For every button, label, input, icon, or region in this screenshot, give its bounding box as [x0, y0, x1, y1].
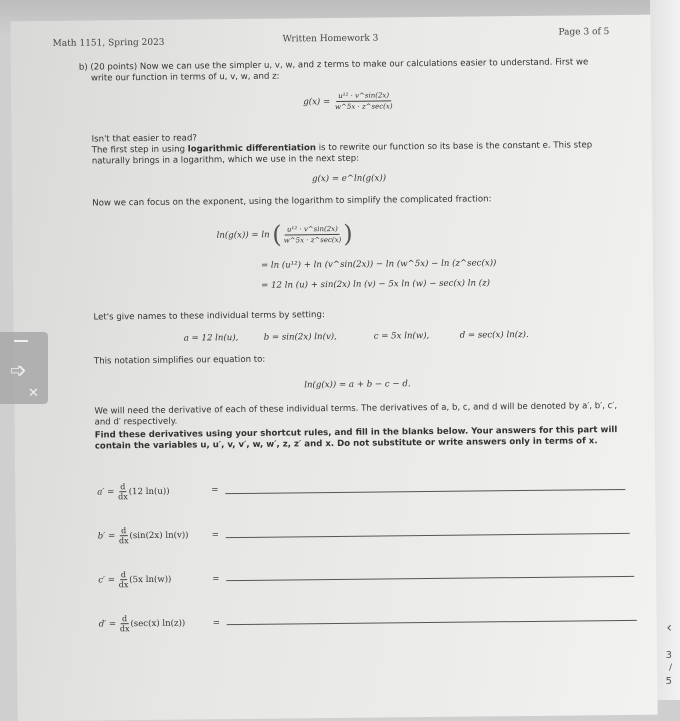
blank-b-row	[98, 526, 189, 546]
easier-text-c: is to rewrite our function so its base is the constant e. This step	[315, 140, 593, 154]
blank-a-expr: (12 ln(u))	[128, 486, 170, 498]
part-points: (20 points)	[90, 62, 138, 73]
log-numerator: u¹² · v^sin(2x)	[285, 224, 340, 235]
derivative-operator	[118, 482, 128, 501]
blank-c-row	[98, 570, 171, 590]
g-fraction-equation	[303, 91, 394, 111]
derivative-operator	[119, 526, 129, 545]
log-line3: = 12 ln (u) + sin(2x) ln (v) − 5x ln (w) − sec(x) ln (z)	[261, 278, 491, 291]
derivative-operator	[120, 614, 130, 633]
deriv-line2: and d′ respectively.	[94, 416, 178, 428]
blank-c-equals: =	[212, 574, 220, 585]
collapse-arrow-icon[interactable]: ➩	[10, 358, 27, 382]
blank-b-equals: =	[211, 530, 220, 541]
blank-d-row	[99, 614, 186, 634]
instructions-line2: contain the variables u, u′, v, v′, w, w′, z, z′ and x. Do not substitute or write answers only in terms of x.	[94, 436, 598, 452]
left-paren: (	[272, 220, 282, 249]
def-a: a = 12 ln(u),	[183, 332, 239, 344]
blank-d-expr: (sec(x) ln(z))	[130, 618, 186, 630]
blank-a-equals: =	[211, 485, 219, 496]
blank-a-lhs: a′ =	[97, 487, 115, 498]
g-denominator: w^5x · z^sec(x)	[334, 102, 393, 111]
page-current: 3	[665, 650, 672, 661]
page-separator: /	[668, 663, 672, 673]
def-c: c = 5x ln(w),	[373, 331, 430, 342]
worksheet-page	[10, 15, 657, 721]
blank-a-row	[97, 482, 169, 502]
exp-equation: g(x) = e^ln(g(x))	[311, 173, 387, 185]
page-total: 5	[665, 676, 672, 687]
def-d: d = sec(x) ln(z).	[459, 329, 529, 341]
d-den: dx	[118, 580, 129, 590]
blank-d-equals: =	[212, 618, 220, 629]
d-den: dx	[118, 492, 128, 502]
g-lhs: g(x) =	[303, 97, 331, 108]
g-fraction	[335, 91, 393, 111]
d-num: d	[120, 570, 127, 580]
drag-handle-icon	[14, 340, 28, 342]
blank-a-answer-line[interactable]	[225, 489, 625, 494]
focus-line: Now we can focus on the exponent, using the logarithm to simplify the complicated fraction:	[92, 194, 492, 209]
names-intro: Let's give names to these individual terms by setting:	[93, 310, 325, 323]
d-num: d	[121, 614, 128, 624]
blank-b-lhs: b′ =	[97, 531, 116, 542]
close-icon[interactable]: ✕	[28, 386, 39, 401]
instructions-line1: Find these derivatives using your shortcut rules, and fill in the blanks below. Your answers for this part will	[94, 425, 618, 441]
right-paren: )	[343, 219, 353, 248]
part-b-intro-line2: write our function in terms of u, v, w, and z:	[90, 71, 280, 84]
derivative-operator	[119, 570, 129, 589]
side-panel-toggle[interactable]	[0, 332, 48, 404]
prev-page-icon[interactable]: ‹	[666, 620, 672, 636]
part-b-intro-line1	[79, 57, 589, 73]
d-num: d	[120, 482, 126, 492]
log-fraction	[284, 224, 342, 244]
header-course: Math 1151, Spring 2023	[52, 37, 165, 49]
log-lhs: ln(g(x)) = ln	[216, 230, 270, 241]
blank-d-lhs: d′ =	[98, 619, 117, 630]
easier-bold-term: logarithmic differentiation	[187, 143, 317, 155]
blank-b-answer-line[interactable]	[226, 533, 630, 538]
part-intro-text: Now we can use the simpler u, v, w, and z terms to make our calculations easier to understand. First we	[139, 57, 589, 73]
deriv-line1: We will need the derivative of each of these individual terms. The derivatives of a, b, c, and d will be denoted by a′, b′, c′,	[94, 401, 618, 417]
blank-c-answer-line[interactable]	[226, 576, 634, 581]
blank-c-expr: (5x ln(w))	[129, 574, 172, 586]
def-b: b = sin(2x) ln(v),	[263, 331, 337, 343]
simplifies-line: This notation simplifies our equation to:	[93, 354, 266, 367]
easier-line1: Isn't that easier to read?	[91, 133, 198, 145]
log-denominator: w^5x · z^sec(x)	[283, 235, 342, 245]
blank-d-answer-line[interactable]	[227, 620, 637, 625]
header-assignment: Written Homework 3	[282, 33, 379, 45]
blank-b-expr: (sin(2x) ln(v))	[129, 530, 189, 542]
easier-text-a: The first step in using	[91, 144, 188, 156]
header-page: Page 3 of 5	[558, 27, 610, 38]
part-label: b)	[78, 62, 88, 73]
d-num: d	[121, 526, 127, 536]
d-den: dx	[118, 536, 129, 546]
log-line2: = ln (u¹²) + ln (v^sin(2x)) − ln (w^5x) − ln (z^sec(x))	[260, 258, 497, 271]
d-den: dx	[119, 624, 130, 634]
easier-line3: naturally brings in a logarithm, which we use in the next step:	[91, 153, 360, 167]
simple-equation: ln(g(x)) = a + b − c − d.	[304, 379, 411, 391]
blank-c-lhs: c′ =	[98, 575, 115, 586]
log-line1	[216, 219, 353, 249]
g-numerator: u¹² · v^sin(2x)	[336, 91, 391, 102]
